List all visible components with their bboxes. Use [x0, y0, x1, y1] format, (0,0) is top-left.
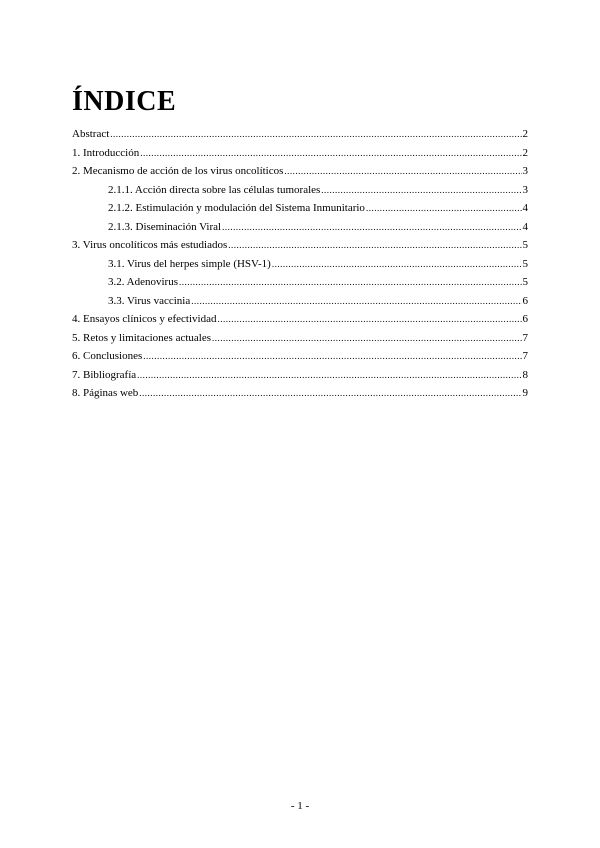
toc-entry-label: 3.1. Virus del herpes simple (HSV-1)	[108, 257, 271, 270]
toc-page-number: 6	[522, 313, 528, 325]
toc-entry-label: 5. Retos y limitaciones actuales	[72, 331, 211, 344]
toc-entry-label: 6. Conclusiones	[72, 350, 143, 362]
toc-entry-conclusiones[interactable]	[72, 347, 528, 366]
toc-entry-introduccion[interactable]	[72, 144, 528, 163]
toc-page-number: 4	[522, 220, 528, 233]
toc-entry-abstract[interactable]	[72, 125, 528, 144]
toc-page-number: 2	[522, 128, 528, 140]
table-of-contents	[72, 125, 528, 403]
toc-entry-adenovirus[interactable]	[72, 273, 528, 292]
toc-entry-label: 3. Virus oncolíticos más estudiados	[72, 239, 228, 251]
toc-page-number: 9	[522, 387, 528, 399]
dot-leader	[366, 199, 522, 218]
dot-leader	[284, 162, 521, 181]
toc-page-number: 6	[522, 294, 528, 307]
toc-entry-mecanismo[interactable]	[72, 162, 528, 181]
toc-entry-label: 2.1.3. Diseminación Viral	[108, 220, 222, 233]
toc-page-number: 5	[522, 276, 528, 288]
toc-page-number: 8	[522, 368, 528, 381]
dot-leader	[191, 292, 521, 311]
toc-page-number: 3	[522, 183, 528, 196]
toc-page-number: 7	[522, 331, 528, 344]
toc-page-number: 4	[522, 202, 528, 214]
toc-entry-label: 3.3. Virus vaccinia	[108, 294, 191, 307]
toc-entry-label: 8. Páginas web	[72, 387, 139, 399]
toc-entry-vaccinia[interactable]	[72, 292, 528, 311]
toc-entry-label: Abstract	[72, 128, 110, 140]
toc-entry-label: 3.2. Adenovirus	[108, 276, 178, 288]
dot-leader	[137, 366, 521, 385]
toc-entry-retos[interactable]	[72, 329, 528, 348]
toc-page-number: 7	[522, 350, 528, 362]
dot-leader	[179, 273, 522, 292]
toc-entry-ensayos[interactable]	[72, 310, 528, 329]
toc-entry-paginas-web[interactable]	[72, 384, 528, 403]
dot-leader	[218, 310, 522, 329]
toc-entry-diseminacion[interactable]	[72, 218, 528, 237]
toc-entry-label: 7. Bibliografía	[72, 368, 137, 381]
toc-page-number: 5	[522, 257, 528, 270]
toc-entry-label: 1. Introducción	[72, 146, 140, 159]
dot-leader	[212, 329, 522, 348]
dot-leader	[143, 347, 521, 366]
toc-entry-estimulacion[interactable]	[72, 199, 528, 218]
page-footer-number: - 1 -	[290, 800, 310, 812]
toc-entry-label: 2. Mecanismo de acción de los virus oncolíticos	[72, 165, 284, 177]
dot-leader	[272, 255, 522, 274]
toc-entry-herpes[interactable]	[72, 255, 528, 274]
dot-leader	[321, 181, 521, 200]
dot-leader	[228, 236, 521, 255]
toc-entry-virus-estudiados[interactable]	[72, 236, 528, 255]
dot-leader	[139, 384, 521, 403]
page-title: ÍNDICE	[72, 86, 177, 117]
toc-page-number: 5	[522, 239, 528, 251]
toc-entry-label: 2.1.2. Estimulación y modulación del Sistema Inmunitario	[108, 202, 365, 214]
toc-page-number: 2	[522, 146, 528, 159]
toc-entry-bibliografia[interactable]	[72, 366, 528, 385]
dot-leader	[110, 125, 521, 144]
toc-entry-accion-directa[interactable]	[72, 181, 528, 200]
toc-page-number: 3	[522, 165, 528, 177]
dot-leader	[140, 144, 521, 163]
toc-entry-label: 2.1.1. Acción directa sobre las células tumorales	[108, 183, 321, 196]
toc-entry-label: 4. Ensayos clínicos y efectividad	[72, 313, 217, 325]
dot-leader	[222, 218, 521, 237]
